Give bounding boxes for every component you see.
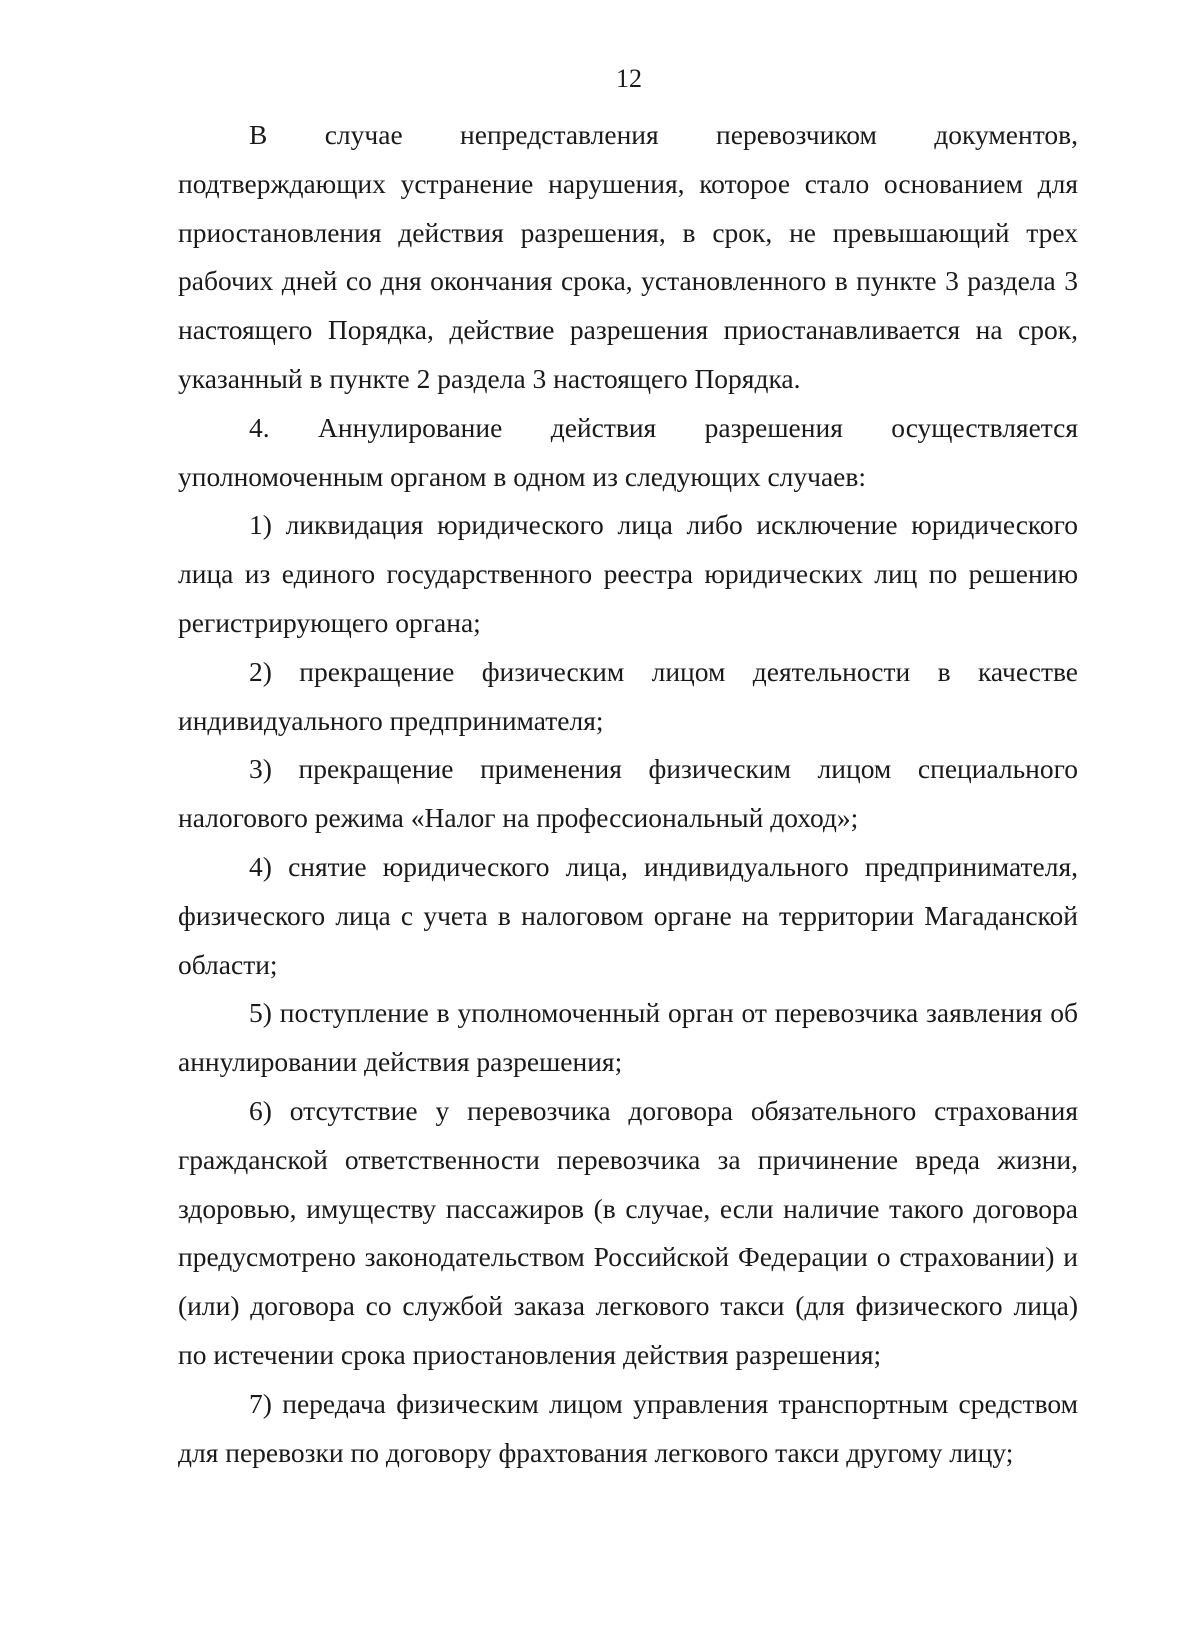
list-item-7-transfer-of-control: 7) передача физическим лицом управления транспортным средством для перевозки по договору фрахтования легкового такси другому лицу; [178,1387,1078,1468]
page-number: 12 [616,64,642,93]
document-body [178,111,1078,1477]
list-item-3-tax-regime-termination: 3) прекращение применения физическим лицом специального налогового режима «Налог на профессиональный доход»; [178,753,1078,834]
list-item-2-entrepreneur-termination: 2) прекращение физическим лицом деятельности в качестве индивидуального предпринимателя; [178,655,1078,736]
list-item-1-liquidation: 1) ликвидация юридического лица либо исключение юридического лица из единого государственного реестра юридических лиц по решению регистрирующего органа; [178,509,1078,638]
list-item-4-tax-deregistration: 4) снятие юридического лица, индивидуального предпринимателя, физического лица с учета в налоговом органе на территории Магаданской области; [178,850,1078,980]
list-item-5-carrier-application: 5) поступление в уполномоченный орган от перевозчика заявления об аннулировании действия разрешения; [178,997,1078,1078]
paragraph-4-annulment-cases: 4. Аннулирование действия разрешения осуществляется уполномоченным органом в одном из следующих случаев: [178,411,1078,492]
paragraph-suspension-term: В случае непредставления перевозчиком документов, подтверждающих устранение нарушения, которое стало основанием для приостановления действия разрешения, в срок, не превышающий трех рабочих дней со дня окончания срока, установленного в пункте 3 раздела 3 настоящего Порядка, действие разрешения приостанавливается на срок, указанный в пункте 2 раздела 3 настоящего Порядка. [178,119,1078,394]
list-item-6-no-insurance-contract: 6) отсутствие у перевозчика договора обязательного страхования гражданской ответственности перевозчика за причинение вреда жизни, здоровью, имуществу пассажиров (в случае, если наличие такого договора предусмотрено законодательством Российской Федерации о страховании) и (или) договора со службой заказа легкового такси (для физического лица) по истечении срока приостановления действия разрешения; [178,1094,1078,1370]
